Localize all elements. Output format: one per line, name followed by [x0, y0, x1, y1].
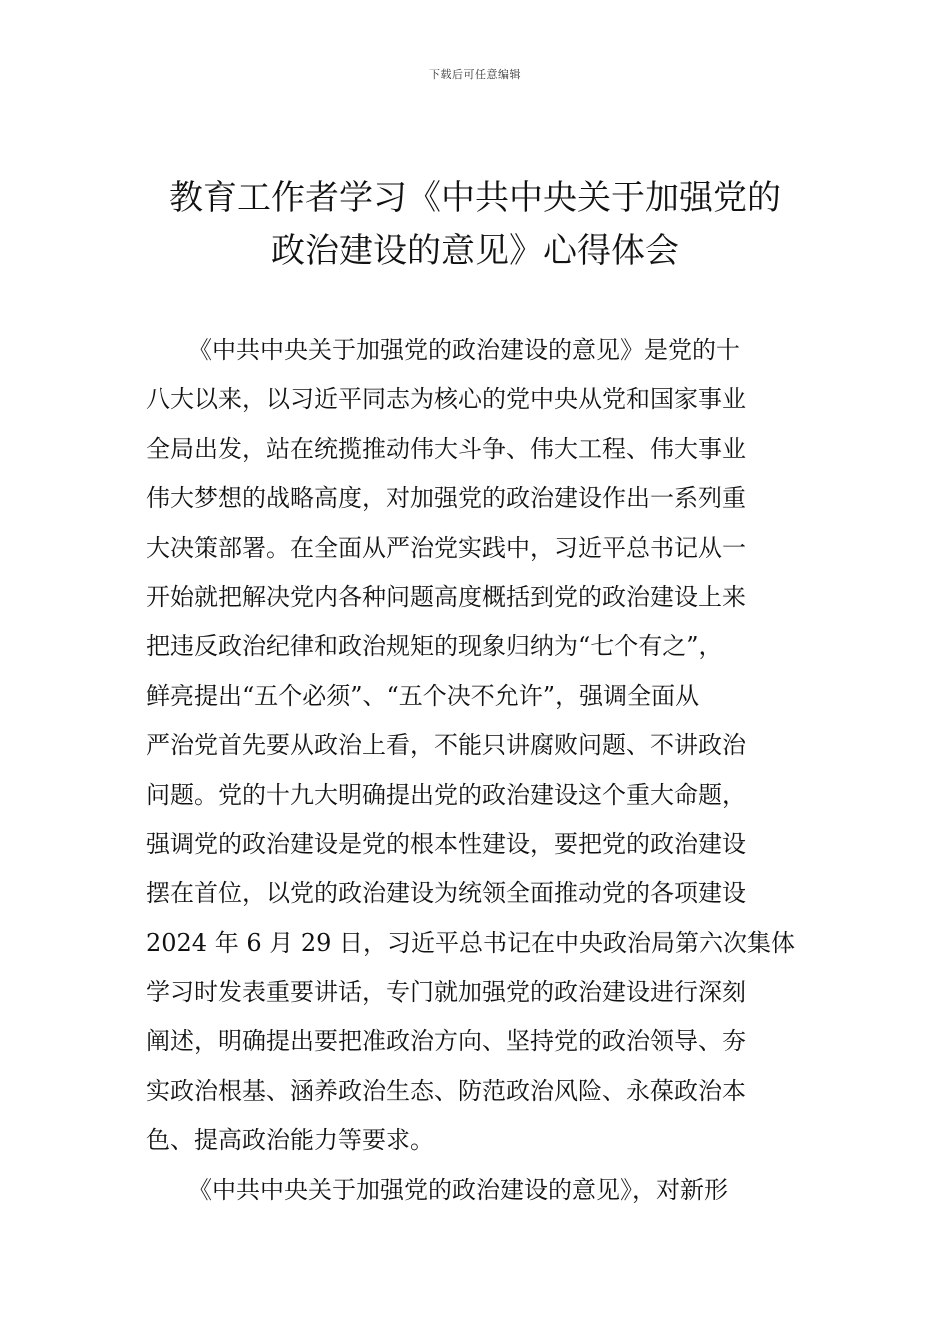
paragraph-1-line-17: 色、提高政治能力等要求。	[146, 1126, 434, 1155]
paragraph-1-line-9: 严治党首先要从政治上看，不能只讲腐败问题、不讲政治	[146, 731, 746, 760]
paragraph-1-line-2: 八大以来，以习近平同志为核心的党中央从党和国家事业	[146, 385, 746, 414]
paragraph-1-line-12: 摆在首位，以党的政治建设为统领全面推动党的各项建设	[146, 879, 746, 908]
document-title	[0, 172, 950, 278]
paragraph-1-line-15: 阐述，明确提出要把准政治方向、坚持党的政治领导、夯	[146, 1027, 746, 1056]
paragraph-1-line-8: 鲜亮提出“五个必须”、“五个决不允许”，强调全面从	[146, 681, 700, 710]
paragraph-1-line-14: 学习时发表重要讲话，专门就加强党的政治建设进行深刻	[146, 978, 746, 1007]
title-line-1: 教育工作者学习《中共中央关于加强党的	[169, 178, 781, 218]
paragraph-1-line-4: 伟大梦想的战略高度，对加强党的政治建设作出一系列重	[146, 484, 746, 513]
paragraph-1-line-16: 实政治根基、涵养政治生态、防范政治风险、永葆政治本	[146, 1076, 746, 1105]
paragraph-1-line-1: 《中共中央关于加强党的政治建设的意见》是党的十	[188, 336, 740, 364]
paragraph-2-line-1: 《中共中央关于加强党的政治建设的意见》，对新形	[188, 1175, 728, 1204]
title-line-2: 政治建设的意见》心得体会	[271, 231, 679, 271]
paragraph-1-line-7: 把违反政治纪律和政治规矩的现象归纳为“七个有之”，	[146, 632, 723, 661]
document-body	[146, 326, 806, 1215]
paragraph-1-line-11: 强调党的政治建设是党的根本性建设，要把党的政治建设	[146, 829, 746, 858]
paragraph-1-line-13: 2024 年 6 月 29 日，习近平总书记在中央政治局第六次集体	[146, 928, 796, 957]
paragraph-1-line-5: 大决策部署。在全面从严治党实践中，习近平总书记从一	[146, 533, 746, 562]
page-header-note: 下载后可任意编辑	[429, 68, 521, 81]
paragraph-1-line-6: 开始就把解决党内各种问题高度概括到党的政治建设上来	[146, 582, 746, 611]
paragraph-1-line-10: 问题。党的十九大明确提出党的政治建设这个重大命题，	[146, 780, 746, 809]
paragraph-1-line-3: 全局出发，站在统揽推动伟大斗争、伟大工程、伟大事业	[146, 434, 746, 463]
